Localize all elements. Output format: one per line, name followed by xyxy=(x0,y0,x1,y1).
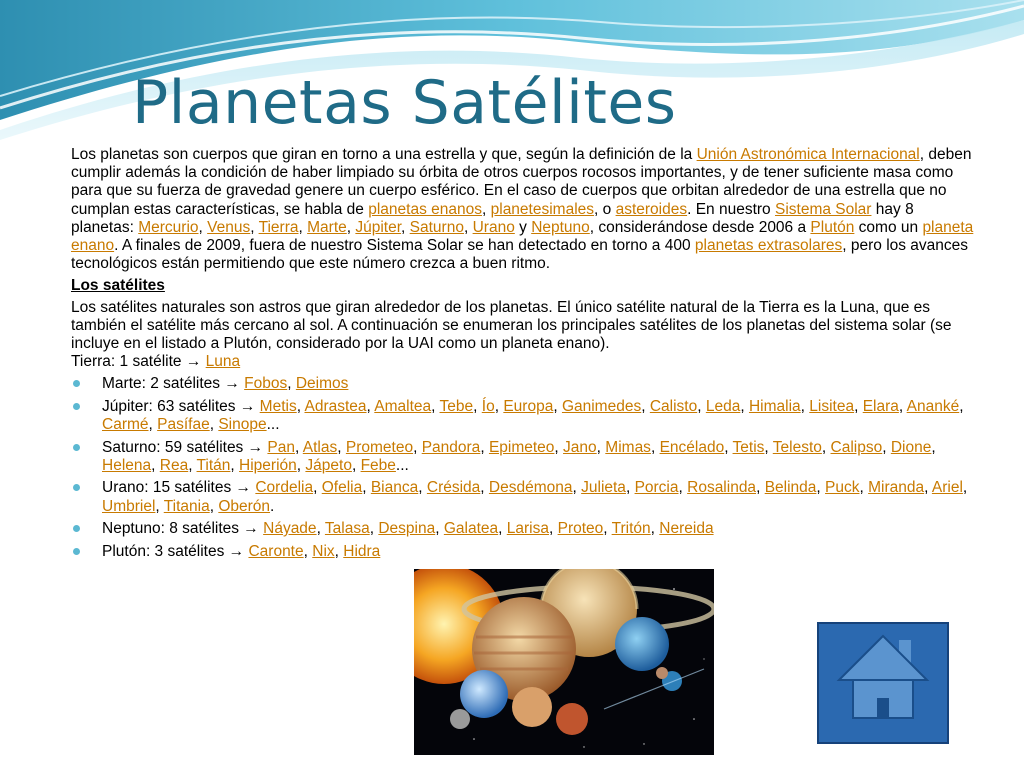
moon-link[interactable]: Telesto xyxy=(772,438,822,456)
moon-link[interactable]: Tetis xyxy=(732,438,765,456)
moon-link[interactable]: Caronte xyxy=(248,542,304,560)
moon-link[interactable]: Proteo xyxy=(557,520,604,538)
round-bullet-icon xyxy=(73,525,80,532)
moon-link[interactable]: Leda xyxy=(705,397,741,415)
moon-link[interactable]: Talasa xyxy=(324,520,370,538)
moon-link[interactable]: Náyade xyxy=(263,520,317,538)
wiki-link[interactable]: Plutón xyxy=(810,218,855,236)
wiki-link[interactable]: asteroides xyxy=(615,200,688,218)
wiki-link[interactable]: planetesimales xyxy=(490,200,595,218)
moon-link[interactable]: Atlas xyxy=(302,438,338,456)
moon-link[interactable]: Tritón xyxy=(611,520,651,538)
wiki-link[interactable]: Sistema Solar xyxy=(774,200,872,218)
moon-link[interactable]: Prometeo xyxy=(345,438,414,456)
moon-link[interactable]: Larisa xyxy=(506,520,549,538)
moon-link[interactable]: Ananké xyxy=(906,397,960,415)
moon-link[interactable]: Sinope xyxy=(218,416,267,434)
round-bullet-icon xyxy=(73,380,80,387)
moon-link[interactable]: Ofelia xyxy=(321,479,363,497)
round-bullet-icon xyxy=(73,484,80,491)
moon-link[interactable]: Jano xyxy=(563,438,597,456)
moon-link[interactable]: Ariel xyxy=(931,479,963,497)
moon-link[interactable]: Ganimedes xyxy=(561,397,642,415)
wiki-link[interactable]: Luna xyxy=(205,353,241,371)
list-item: Marte: 2 satélites → Fobos, Deimos xyxy=(71,375,976,393)
moon-link[interactable]: Rosalinda xyxy=(687,479,757,497)
moon-link[interactable]: Helena xyxy=(102,456,152,474)
moon-link[interactable]: Lisitea xyxy=(809,397,855,415)
round-bullet-icon xyxy=(73,403,80,410)
moon-link[interactable]: Julieta xyxy=(581,479,626,497)
moon-link[interactable]: Amaltea xyxy=(374,397,432,415)
wiki-link[interactable]: Venus xyxy=(207,218,251,236)
moon-link[interactable]: Ío xyxy=(481,397,495,415)
moon-link[interactable]: Umbriel xyxy=(102,497,156,515)
list-item: Urano: 15 satélites → Cordelia, Ofelia, Bianca, Crésida, Desdémona, Julieta, Porcia, Rosalinda, Belinda, Puck, Miranda, Ariel, Umbriel, Titania, Oberón. xyxy=(71,479,976,515)
wiki-link[interactable]: planetas extrasolares xyxy=(694,237,843,255)
moon-link[interactable]: Nix xyxy=(312,542,335,560)
moon-link[interactable]: Pan xyxy=(267,438,296,456)
moon-link[interactable]: Oberón xyxy=(218,497,271,515)
moon-link[interactable]: Galatea xyxy=(443,520,499,538)
slide-body xyxy=(71,146,976,565)
moon-link[interactable]: Titán xyxy=(196,456,231,474)
moon-link[interactable]: Calipso xyxy=(830,438,883,456)
wiki-link[interactable]: planetas enanos xyxy=(368,200,482,218)
list-item: Saturno: 59 satélites → Pan, Atlas, Prometeo, Pandora, Epimeteo, Jano, Mimas, Encélado, Tetis, Telesto, Calipso, Dione, Helena, Rea, Titán, Hiperión, Jápeto, Febe... xyxy=(71,439,976,475)
moon-link[interactable]: Belinda xyxy=(764,479,817,497)
wiki-link[interactable]: Saturno xyxy=(409,218,464,236)
list-item: Neptuno: 8 satélites → Náyade, Talasa, Despina, Galatea, Larisa, Proteo, Tritón, Nereida xyxy=(71,520,976,538)
moon-link[interactable]: Hiperión xyxy=(239,456,297,474)
wiki-link[interactable]: planeta enano xyxy=(71,218,974,255)
list-item: Júpiter: 63 satélites → Metis, Adrastea, Amaltea, Tebe, Ío, Europa, Ganimedes, Calisto, Leda, Himalia, Lisitea, Elara, Ananké, Carmé, Pasífae, Sinope... xyxy=(71,398,976,434)
moon-link[interactable]: Febe xyxy=(360,456,396,474)
moon-link[interactable]: Porcia xyxy=(634,479,679,497)
round-bullet-icon xyxy=(73,444,80,451)
round-bullet-icon xyxy=(73,548,80,555)
moon-link[interactable]: Despina xyxy=(378,520,436,538)
wiki-link[interactable]: Tierra xyxy=(258,218,299,236)
moon-link[interactable]: Puck xyxy=(825,479,860,497)
satellite-list xyxy=(71,375,976,560)
moon-link[interactable]: Dione xyxy=(890,438,932,456)
moon-link[interactable]: Jápeto xyxy=(305,456,352,474)
moon-link[interactable]: Crésida xyxy=(426,479,481,497)
moon-link[interactable]: Encélado xyxy=(659,438,725,456)
moon-link[interactable]: Cordelia xyxy=(255,479,314,497)
wiki-link[interactable]: Júpiter xyxy=(355,218,402,236)
moon-link[interactable]: Hidra xyxy=(343,542,381,560)
moon-link[interactable]: Miranda xyxy=(868,479,925,497)
moon-link[interactable]: Pandora xyxy=(421,438,481,456)
satellites-paragraph: Los satélites naturales son astros que giran alrededor de los planetas. El único satélite natural de la Tierra es la Luna, que es también el satélite más cercano al sol. A continuación se enumeran los principales satélites de los planetas del sistema solar (se incluye en el listado a Plutón, considerado por la UAI como un planeta enano). Tierra: 1 satélite → Luna xyxy=(71,298,952,371)
moon-link[interactable]: Metis xyxy=(259,397,297,415)
moon-link[interactable]: Rea xyxy=(159,456,189,474)
moon-link[interactable]: Nereida xyxy=(659,520,714,538)
wiki-link[interactable]: Neptuno xyxy=(531,218,590,236)
moon-link[interactable]: Himalia xyxy=(748,397,801,415)
moon-link[interactable]: Desdémona xyxy=(488,479,573,497)
moon-link[interactable]: Elara xyxy=(862,397,899,415)
moon-link[interactable]: Carmé xyxy=(102,416,149,434)
home-button[interactable] xyxy=(817,622,949,744)
moon-link[interactable]: Calisto xyxy=(649,397,698,415)
moon-link[interactable]: Tebe xyxy=(439,397,474,415)
moon-link[interactable]: Pasífae xyxy=(157,416,210,434)
moon-link[interactable]: Europa xyxy=(503,397,554,415)
moon-link[interactable]: Adrastea xyxy=(304,397,367,415)
moon-link[interactable]: Deimos xyxy=(295,375,349,393)
section-heading: Los satélites xyxy=(71,277,165,295)
moon-link[interactable]: Fobos xyxy=(244,375,288,393)
wiki-link[interactable]: Urano xyxy=(472,218,515,236)
moon-link[interactable]: Epimeteo xyxy=(488,438,555,456)
planets-image xyxy=(414,569,714,755)
list-item: Plutón: 3 satélites → Caronte, Nix, Hidra xyxy=(71,543,976,561)
wiki-link[interactable]: Marte xyxy=(307,218,347,236)
moon-link[interactable]: Bianca xyxy=(370,479,419,497)
wiki-link[interactable]: Unión Astronómica Internacional xyxy=(696,146,920,163)
moon-link[interactable]: Titania xyxy=(163,497,210,515)
wiki-link[interactable]: Mercurio xyxy=(138,218,199,236)
intro-paragraph: Los planetas son cuerpos que giran en torno a una estrella y que, según la definición de la Unión Astronómica Internacional, deben cumplir además la condición de haber limpiado su órbita de otros cuerpos rocosos importantes, y de tener suficiente masa como para que su fuerza de gravedad genere un cuerpo esférico. En el caso de cuerpos que orbitan alrededor de una estrella que no cumplan estas características, se habla de planetas enanos, planetesimales, o asteroides. En nuestro Sistema Solar hay 8 planetas: Mercurio, Venus, Tierra, Marte, Júpiter, Saturno, Urano y Neptuno, considerándose desde 2006 a Plutón como un planeta enano. A finales de 2009, fuera de nuestro Sistema Solar se han detectado en torno a 400 planetas extrasolares, pero los avances tecnológicos están permitiendo que este número crezca a buen ritmo. xyxy=(71,146,974,273)
page-title: Planetas Satélites xyxy=(132,68,677,138)
house-icon xyxy=(819,624,947,742)
moon-link[interactable]: Mimas xyxy=(605,438,651,456)
